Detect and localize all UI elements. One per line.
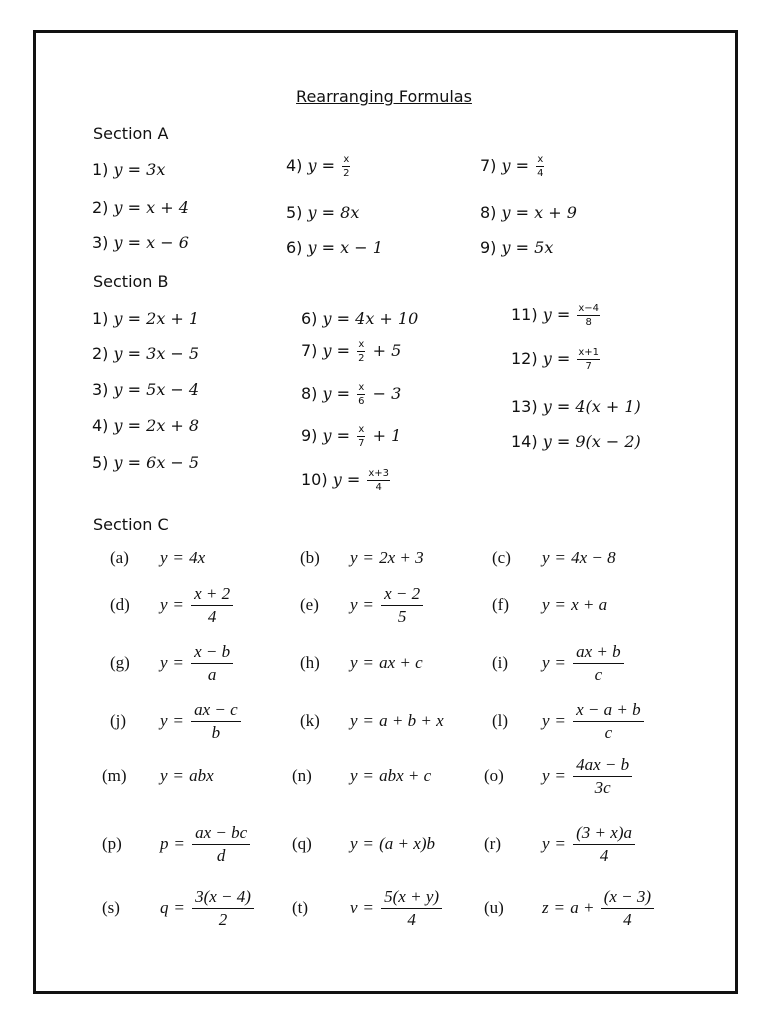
section-c-question-label: (j) — [110, 711, 127, 730]
section-c-equation-denominator: c — [594, 664, 603, 684]
section-c-question-label: (f) — [492, 595, 509, 614]
section-c-equation-rhs: 2x + 3 — [379, 548, 424, 567]
section-c-question-label: (o) — [484, 766, 504, 785]
section-c-question-label: (s) — [102, 898, 120, 917]
section-b-question — [511, 432, 641, 451]
section-b-question-number: 14) — [511, 432, 543, 451]
section-c-equation — [542, 700, 646, 742]
section-a-equals: = — [510, 203, 535, 222]
section-c-equation-lhs: y — [542, 711, 550, 731]
section-c-equation — [160, 823, 252, 865]
section-c-equation — [350, 584, 425, 626]
section-b-equals: = — [331, 341, 356, 360]
section-b-question — [511, 303, 602, 328]
section-a-question-number: 1) — [92, 160, 114, 179]
section-a-question — [92, 160, 165, 179]
section-c-question-label: (l) — [492, 711, 509, 730]
section-b-question-numerator: x — [358, 382, 365, 393]
section-b-question-rhs: 2x + 8 — [146, 416, 200, 435]
section-b-question-fraction — [357, 424, 365, 449]
section-a-question-number: 7) — [480, 156, 502, 175]
section-a-equals: = — [316, 156, 341, 175]
section-a-equals: = — [122, 198, 147, 217]
section-c-equation-denominator: 2 — [218, 909, 228, 929]
section-c-question-label: (n) — [292, 766, 312, 785]
section-b-question-number: 5) — [92, 453, 114, 472]
section-b-question-number: 1) — [92, 309, 114, 328]
section-b-question-rhs: 4(x + 1) — [575, 397, 641, 416]
section-c-equation — [350, 834, 435, 854]
section-c-equation — [542, 887, 656, 929]
section-b-question-number: 7) — [301, 341, 323, 360]
section-b-question-denominator: 2 — [358, 353, 365, 364]
section-c-equals: = — [173, 548, 184, 567]
section-b-question-number: 12) — [511, 349, 543, 368]
section-c-equation — [160, 642, 235, 684]
section-b-question-denominator: 4 — [375, 482, 382, 493]
section-b-equals: = — [122, 380, 147, 399]
section-c-equation-numerator: x − b — [191, 642, 233, 664]
section-a-question — [92, 233, 189, 252]
section-a-question-rhs: x + 9 — [534, 203, 577, 222]
section-a-question-number: 2) — [92, 198, 114, 217]
section-c-equation-numerator: x + 2 — [191, 584, 233, 606]
section-a-question — [286, 238, 383, 257]
section-b-question-lhs: y — [322, 341, 332, 360]
section-a-equals: = — [122, 160, 147, 179]
section-c-equation-prefix: a + — [570, 898, 599, 918]
section-c-equation — [160, 887, 256, 929]
section-c-equals: = — [555, 766, 566, 786]
section-c-equation-numerator: x − a + b — [573, 700, 644, 722]
section-b-question-number: 10) — [301, 470, 333, 489]
section-c-equation-fraction — [573, 700, 644, 742]
section-b-question-lhs: y — [322, 426, 332, 445]
section-b-question-fraction — [577, 303, 600, 328]
section-c-equation-numerator: ax − bc — [192, 823, 250, 845]
section-a-question-rhs: 3x — [146, 160, 166, 179]
section-c-question-label: (m) — [102, 766, 127, 785]
section-c-equals: = — [555, 834, 566, 854]
section-a-question-lhs: y — [501, 203, 511, 222]
section-b-equals: = — [551, 432, 576, 451]
section-a-question-number: 5) — [286, 203, 308, 222]
section-c-question-label: (a) — [110, 548, 129, 567]
section-b-question-numerator: x — [358, 339, 365, 350]
section-c-equals: = — [173, 711, 184, 731]
section-b-question — [511, 347, 602, 372]
section-c-equation-lhs: y — [160, 595, 168, 615]
section-c-equation-numerator: 4ax − b — [573, 755, 632, 777]
section-c-equation-fraction — [573, 755, 632, 797]
section-c-equation-lhs: y — [160, 548, 168, 567]
section-b-question-rhs: 3x − 5 — [146, 344, 200, 363]
section-c-equation-fraction — [573, 642, 624, 684]
section-b-question-tail: + 5 — [367, 341, 402, 360]
section-b-question-fraction — [367, 468, 390, 493]
section-b-equals: = — [551, 349, 576, 368]
section-b-equals: = — [122, 453, 147, 472]
section-a-question-lhs: y — [113, 198, 123, 217]
section-c-equation — [350, 887, 444, 929]
section-b-equals: = — [551, 397, 576, 416]
section-b-equals: = — [122, 416, 147, 435]
section-b-question — [301, 424, 401, 449]
section-c-question-label: (r) — [484, 834, 501, 853]
section-c-equation-denominator: 4 — [599, 845, 609, 865]
section-b-question-lhs: y — [542, 397, 552, 416]
section-b-question-rhs: 9(x − 2) — [575, 432, 641, 451]
section-a-question — [480, 238, 553, 257]
section-c-equation-numerator: (3 + x)a — [573, 823, 635, 845]
section-b-question — [301, 339, 401, 364]
section-a-question-lhs: y — [113, 160, 123, 179]
section-c-equals: = — [363, 711, 374, 730]
section-b-question-lhs: y — [542, 432, 552, 451]
section-a-question-rhs: x − 6 — [146, 233, 189, 252]
section-b-question-fraction — [357, 339, 365, 364]
section-c-equation — [350, 711, 444, 731]
section-c-equation-numerator: 5(x + y) — [381, 887, 442, 909]
worksheet-title: Rearranging Formulas — [296, 87, 472, 106]
section-c-question-label: (k) — [300, 711, 320, 730]
section-c-equation-rhs: ax + c — [379, 653, 423, 672]
section-c-equation-denominator: 4 — [407, 909, 416, 929]
section-c-equation — [350, 548, 424, 568]
section-a-question-number: 9) — [480, 238, 502, 257]
section-b-question-number: 2) — [92, 344, 114, 363]
section-b-question-number: 9) — [301, 426, 323, 445]
section-a-question-lhs: y — [113, 233, 123, 252]
section-a-question-numerator: x — [343, 154, 350, 165]
section-a-question-denominator: 4 — [537, 168, 544, 179]
section-c-equation-denominator: d — [216, 845, 226, 865]
section-a-question-rhs: 5x — [534, 238, 554, 257]
section-c-equation — [350, 653, 423, 673]
section-c-equation — [542, 755, 634, 797]
section-c-equation-rhs: x + a — [571, 595, 608, 614]
section-b-question — [92, 453, 199, 472]
section-c-equation-lhs: y — [160, 766, 168, 785]
section-c-equation-numerator: x − 2 — [381, 584, 423, 606]
section-a-question-number: 8) — [480, 203, 502, 222]
section-c-equation-rhs: 4x — [189, 548, 206, 567]
section-c-equation-denominator: 4 — [623, 909, 632, 929]
section-b-question-denominator: 7 — [585, 361, 592, 372]
section-c-equals: = — [173, 766, 184, 785]
section-b-question-number: 3) — [92, 380, 114, 399]
section-c-equation-rhs: 4x − 8 — [571, 548, 616, 567]
section-b-question — [92, 380, 199, 399]
section-c-equation-denominator: c — [604, 722, 613, 742]
section-b-question — [301, 309, 418, 328]
section-c-question-label: (t) — [292, 898, 309, 917]
section-a-equals: = — [510, 156, 535, 175]
section-b-question-rhs: 4x + 10 — [355, 309, 419, 328]
section-b-question — [301, 468, 392, 493]
section-c-equation-lhs: p — [160, 834, 169, 854]
section-a-question-lhs: y — [307, 238, 317, 257]
section-b-question-lhs: y — [113, 380, 123, 399]
section-c-equation-lhs: y — [350, 711, 358, 730]
section-a-question-fraction — [536, 154, 544, 179]
section-c-equation — [542, 642, 626, 684]
section-c-equals: = — [174, 898, 185, 918]
section-a-question-lhs: y — [307, 156, 317, 175]
section-b-question-numerator: x — [358, 424, 365, 435]
section-b-question-denominator: 6 — [358, 396, 365, 407]
section-c-equation-lhs: y — [542, 766, 550, 786]
section-a-question — [286, 154, 353, 179]
section-a-question-lhs: y — [307, 203, 317, 222]
section-a-question — [480, 203, 577, 222]
section-b-question-tail: + 1 — [367, 426, 402, 445]
section-c-equals: = — [555, 653, 566, 673]
section-c-equals: = — [554, 898, 565, 918]
section-b-question — [301, 382, 401, 407]
section-b-question-lhs: y — [322, 384, 332, 403]
section-b-question-denominator: 7 — [358, 438, 365, 449]
section-c-equation-numerator: (x − 3) — [601, 887, 654, 909]
section-a-question-rhs: x + 4 — [146, 198, 189, 217]
section-c-equation-lhs: y — [350, 595, 358, 615]
section-c-equals: = — [555, 595, 566, 614]
section-c-equation-denominator: b — [211, 722, 221, 742]
section-b-question-fraction — [357, 382, 365, 407]
section-c-equation-rhs: abx — [189, 766, 214, 785]
section-c-equation-fraction — [191, 584, 233, 626]
section-b-equals: = — [122, 309, 147, 328]
section-b-question-numerator: x+1 — [578, 347, 599, 358]
section-c-equation-fraction — [573, 823, 635, 865]
section-c-equation-lhs: y — [542, 595, 550, 614]
section-c-equation-rhs: (a + x)b — [379, 834, 435, 853]
section-c-equals: = — [555, 548, 566, 567]
section-b-question-number: 6) — [301, 309, 323, 328]
section-c-equals: = — [363, 834, 374, 853]
section-c-equation-lhs: q — [160, 898, 169, 918]
section-b-question — [92, 344, 199, 363]
section-b-question-lhs: y — [322, 309, 332, 328]
section-c-question-label: (c) — [492, 548, 511, 567]
section-c-equation-numerator: 3(x − 4) — [192, 887, 254, 909]
section-a-equals: = — [122, 233, 147, 252]
section-c-equation-fraction — [381, 584, 423, 626]
section-c-equation — [542, 595, 607, 615]
section-a-question — [286, 203, 359, 222]
section-c-equation — [160, 766, 214, 786]
section-b-equals: = — [551, 305, 576, 324]
section-a-question-number: 4) — [286, 156, 308, 175]
section-a-question-lhs: y — [501, 156, 511, 175]
section-c-equation-denominator: 4 — [207, 606, 217, 626]
section-c-equation-rhs: abx + c — [379, 766, 432, 785]
section-b-question — [92, 309, 199, 328]
section-c-equation-denominator: a — [207, 664, 217, 684]
section-b-question-tail: − 3 — [367, 384, 402, 403]
section-a-question-numerator: x — [537, 154, 544, 165]
section-c-question-label: (u) — [484, 898, 504, 917]
section-b-question — [92, 416, 199, 435]
section-c-equation — [160, 700, 243, 742]
section-c-question-label: (g) — [110, 653, 130, 672]
section-b-question — [511, 397, 641, 416]
section-c-equals: = — [174, 834, 185, 854]
section-a-question-number: 3) — [92, 233, 114, 252]
section-c-equation-lhs: y — [160, 653, 168, 673]
section-b-equals: = — [331, 384, 356, 403]
section-a-question — [92, 198, 189, 217]
section-a-heading: Section A — [93, 124, 169, 143]
section-c-equation — [160, 548, 205, 568]
section-c-equation-lhs: y — [350, 834, 358, 853]
section-c-equals: = — [363, 766, 374, 785]
section-c-equation-fraction — [192, 823, 250, 865]
section-c-equation-fraction — [601, 887, 654, 929]
section-b-question-lhs: y — [113, 344, 123, 363]
section-c-equation-fraction — [191, 700, 241, 742]
section-b-question-lhs: y — [542, 349, 552, 368]
section-b-question-number: 13) — [511, 397, 543, 416]
section-b-question-lhs: y — [113, 416, 123, 435]
section-c-equation-fraction — [191, 642, 233, 684]
section-a-question-lhs: y — [501, 238, 511, 257]
section-b-question-rhs: 2x + 1 — [146, 309, 200, 328]
section-c-equation-lhs: y — [542, 834, 550, 854]
section-c-question-label: (i) — [492, 653, 509, 672]
section-c-equals: = — [363, 898, 374, 918]
section-c-equation-fraction — [192, 887, 254, 929]
section-c-equals: = — [173, 653, 184, 673]
section-c-equals: = — [363, 548, 374, 567]
section-c-question-label: (q) — [292, 834, 312, 853]
section-b-question-numerator: x+3 — [368, 468, 389, 479]
section-b-question-lhs: y — [332, 470, 342, 489]
section-c-question-label: (h) — [300, 653, 320, 672]
section-b-heading: Section B — [93, 272, 169, 291]
section-c-question-label: (p) — [102, 834, 122, 853]
section-c-equation — [160, 584, 235, 626]
section-c-equation-lhs: y — [350, 766, 358, 785]
section-b-question-lhs: y — [113, 453, 123, 472]
section-a-question-rhs: 8x — [340, 203, 360, 222]
section-c-equation-fraction — [381, 887, 442, 929]
section-c-equation-lhs: z — [542, 898, 549, 918]
section-b-equals: = — [122, 344, 147, 363]
section-a-question-fraction — [342, 154, 350, 179]
section-c-equation-denominator: 5 — [397, 606, 407, 626]
section-b-question-rhs: 5x − 4 — [146, 380, 200, 399]
section-c-equation — [350, 766, 431, 786]
section-c-equation-numerator: ax + b — [573, 642, 624, 664]
section-c-question-label: (d) — [110, 595, 130, 614]
section-b-question-numerator: x−4 — [578, 303, 599, 314]
section-b-question-number: 8) — [301, 384, 323, 403]
section-a-question-denominator: 2 — [343, 168, 350, 179]
section-c-equation-lhs: y — [350, 653, 358, 672]
section-c-question-label: (e) — [300, 595, 319, 614]
section-c-equation-rhs: a + b + x — [379, 711, 444, 730]
section-c-equation-numerator: ax − c — [191, 700, 241, 722]
section-b-question-number: 11) — [511, 305, 543, 324]
section-c-question-label: (b) — [300, 548, 320, 567]
section-b-question-rhs: 6x − 5 — [146, 453, 200, 472]
section-c-equation-lhs: y — [350, 548, 358, 567]
section-a-equals: = — [316, 238, 341, 257]
section-b-question-fraction — [577, 347, 600, 372]
section-a-question-number: 6) — [286, 238, 308, 257]
section-c-equation — [542, 548, 616, 568]
section-b-equals: = — [331, 309, 356, 328]
section-c-equation-lhs: y — [542, 653, 550, 673]
section-b-equals: = — [341, 470, 366, 489]
section-a-question-rhs: x − 1 — [340, 238, 383, 257]
section-c-equation-lhs: v — [350, 898, 358, 918]
section-b-question-number: 4) — [92, 416, 114, 435]
section-c-equals: = — [363, 595, 374, 615]
section-b-question-lhs: y — [113, 309, 123, 328]
section-b-question-lhs: y — [542, 305, 552, 324]
worksheet-border-shadow — [33, 991, 738, 994]
section-c-heading: Section C — [93, 515, 169, 534]
section-a-equals: = — [316, 203, 341, 222]
section-c-equation-denominator: 3c — [594, 777, 611, 797]
section-c-equation — [542, 823, 637, 865]
section-a-question — [480, 154, 547, 179]
section-c-equals: = — [363, 653, 374, 672]
section-b-question-denominator: 8 — [585, 317, 592, 328]
section-b-equals: = — [331, 426, 356, 445]
section-c-equation-lhs: y — [160, 711, 168, 731]
section-c-equals: = — [555, 711, 566, 731]
section-c-equals: = — [173, 595, 184, 615]
section-c-equation-lhs: y — [542, 548, 550, 567]
section-a-equals: = — [510, 238, 535, 257]
